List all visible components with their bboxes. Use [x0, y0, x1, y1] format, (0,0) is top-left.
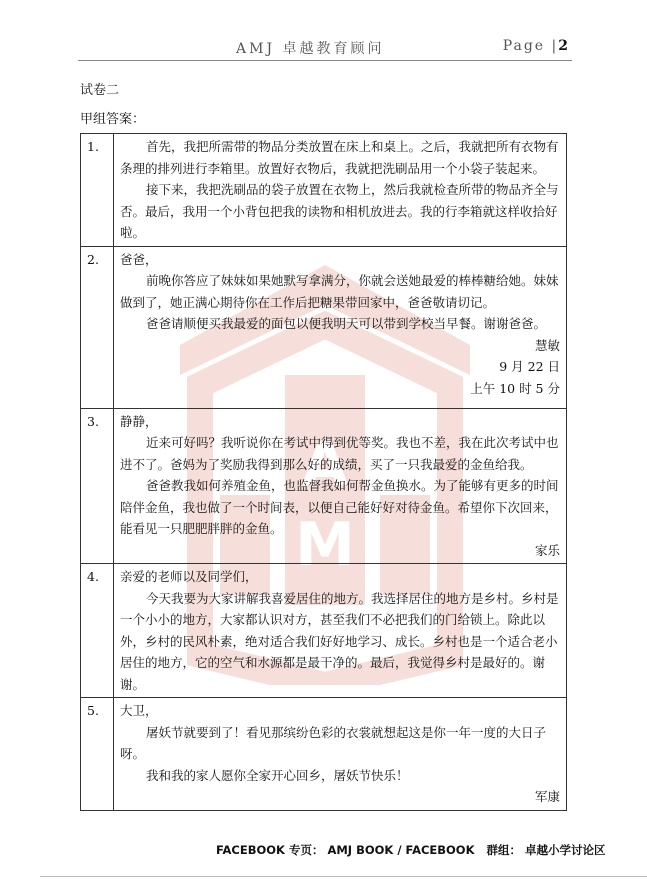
svg-text:M: M	[295, 510, 355, 580]
answer-row-2	[81, 246, 567, 408]
answer-paragraph: 首先，我把所需带的物品分类放置在床上和桌上。之后，我就把所有衣物有条理的排列进行李箱里。放置好衣物后，我就把洗刷品用一个小袋子装起来。	[120, 139, 559, 176]
answer-body	[114, 134, 567, 247]
bottom-divider	[40, 876, 647, 877]
answer-paragraph: 今天我要为大家讲解我喜爱居住的地方。我选择居住的地方是乡村。乡村是一个小小的地方，大家都认识对方，甚至我们不必把我们的门给锁上。除此以外，乡村的民风朴素，绝对适合我们好好地学习、成长。乡村也是一个适合老小居住的地方，它的空气和水源都是最干净的。最后，我觉得乡村是最好的。谢谢。	[120, 590, 559, 692]
answer-row-4	[81, 564, 567, 698]
header-divider	[78, 60, 572, 61]
answer-number: 4.	[81, 564, 114, 698]
answer-body	[114, 564, 567, 698]
time: 上午 10 时 5 分	[470, 380, 560, 396]
footer-facebook: FACEBOOK 专页： AMJ BOOK / FACEBOOK	[216, 843, 475, 857]
answer-row-3	[81, 408, 567, 564]
page-number: 2	[558, 38, 570, 54]
answer-body	[114, 246, 567, 408]
answer-paragraph: 爸爸请顺便买我最爱的面包以便我明天可以带到学校当早餐。谢谢爸爸。	[146, 316, 547, 331]
salutation: 爸爸，	[120, 251, 158, 267]
answer-paragraph: 屠妖节就要到了！看见那缤纷色彩的衣裳就想起这是你一年一度的大日子呀。	[120, 724, 547, 761]
answers-table	[80, 133, 567, 811]
svg-text:A: A	[301, 430, 349, 500]
answer-number: 1.	[81, 134, 114, 247]
answer-paragraph: 前晚你答应了妹妹如果她默写拿满分，你就会送她最爱的棒棒糖给她。妹妹做到了，她正满心期待你在工作后把糖果带回家中，爸爸敬请切记。	[120, 273, 559, 310]
date: 9 月 22 日	[499, 359, 560, 374]
header-title: AMJ 卓越教育顾问	[236, 41, 385, 57]
answer-paragraph: 近来可好吗？我听说你在考试中得到优等奖。我也不差，我在此次考试中也进不了。爸妈为了奖励我得到那么好的成绩，买了一只我最爱的金鱼给我。	[120, 435, 559, 472]
signature: 家乐	[534, 542, 560, 558]
answer-paragraph: 接下来，我把洗刷品的袋子放置在衣物上，然后我就检查所带的物品齐全与否。最后，我用一个小背包把我的读物和相机放进去。我的行李箱就这样收拾好啦。	[120, 182, 559, 240]
answer-number: 2.	[81, 246, 114, 408]
answer-number: 3.	[81, 408, 114, 564]
signature: 慧敏	[534, 337, 560, 353]
answer-body	[114, 698, 567, 811]
footer-group: 群组： 卓越小学讨论区	[486, 843, 606, 857]
page-label: Page |	[502, 38, 559, 54]
signature: 军康	[534, 789, 560, 804]
answer-row-1	[81, 134, 567, 247]
salutation: 亲爱的老师以及同学们，	[120, 569, 258, 584]
header-page	[503, 38, 570, 54]
page-footer	[216, 842, 614, 858]
answer-row-5	[81, 698, 567, 811]
group-title: 甲组答案：	[80, 112, 146, 127]
salutation: 静静，	[120, 413, 158, 429]
salutation: 大卫，	[120, 703, 158, 718]
exam-title: 试卷二	[80, 83, 120, 98]
answer-paragraph: 我和我的家人愿你全家开心回乡，屠妖节快乐！	[146, 767, 409, 783]
answer-paragraph: 爸爸教我如何养殖金鱼，也监督我如何帮金鱼换水。为了能够有更多的时间陪伴金鱼，我也做了一个时间表，以便自己能好好对待金鱼。希望你下次回来，能看见一只肥肥胖胖的金鱼。	[120, 478, 559, 536]
page-header	[78, 38, 570, 58]
answer-number: 5.	[81, 698, 114, 811]
answer-body	[114, 408, 567, 564]
